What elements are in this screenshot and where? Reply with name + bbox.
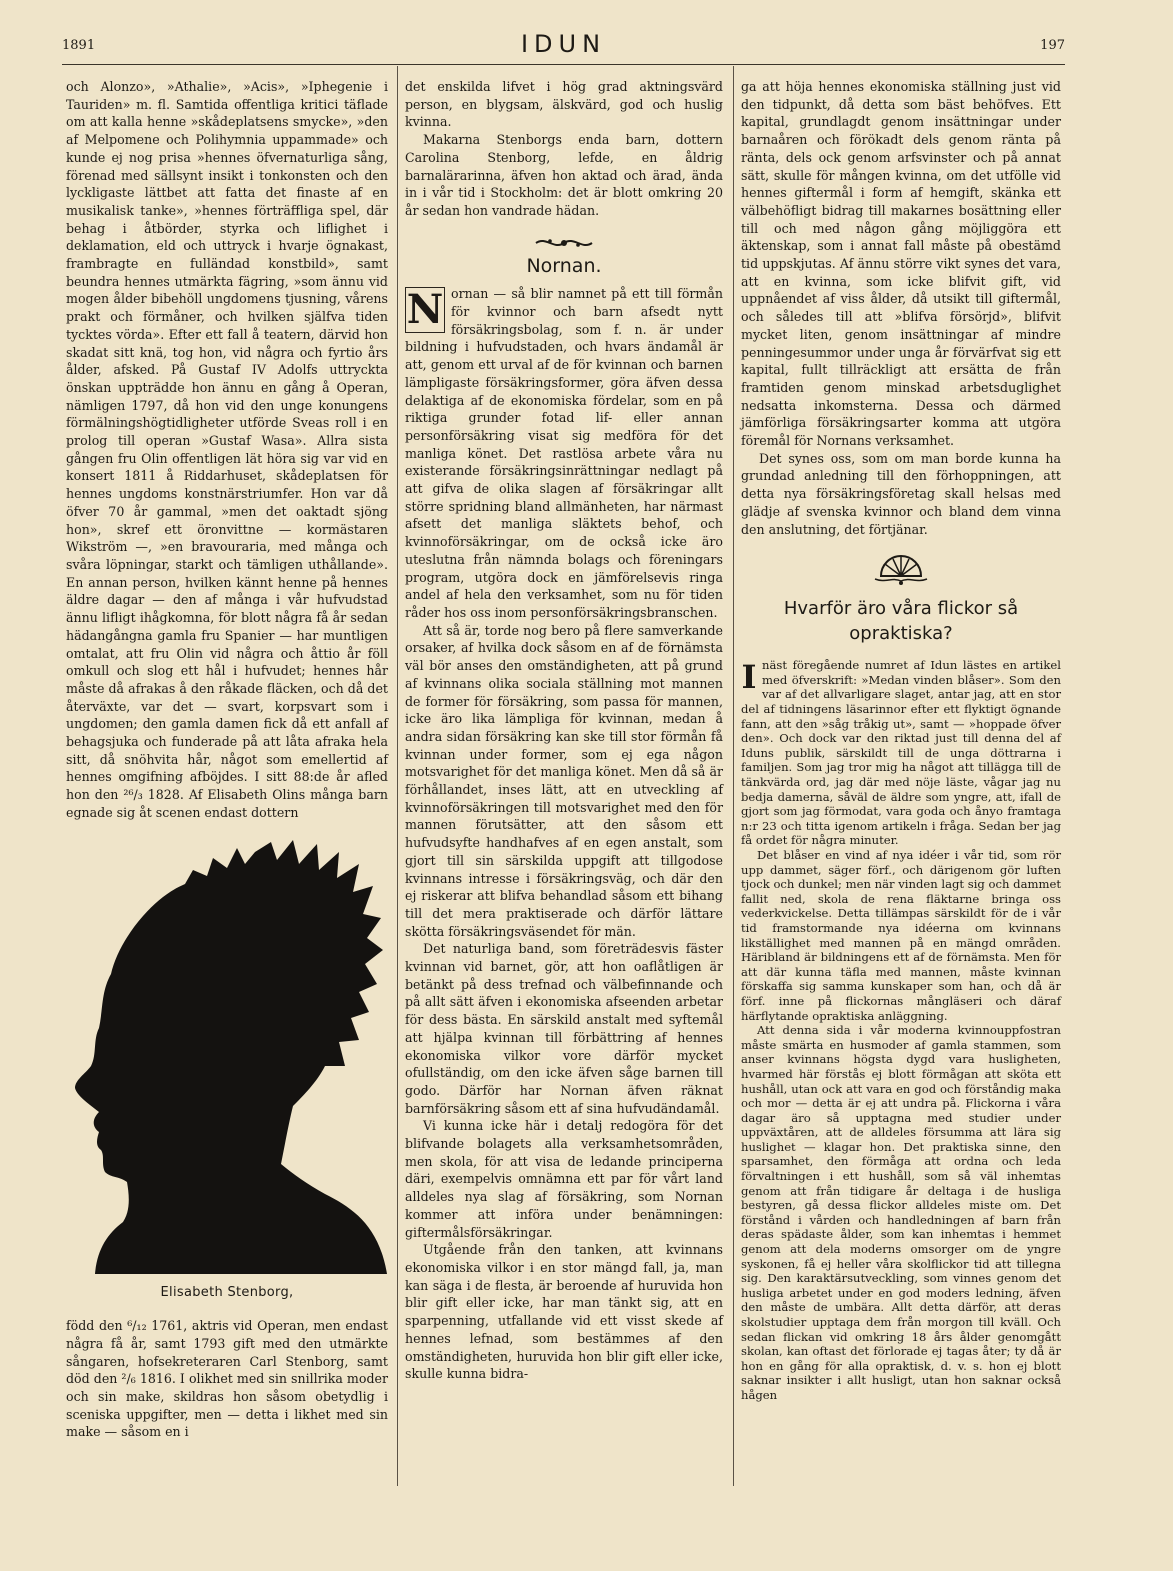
article-title-flickor: Hvarför äro våra flickor så opraktiska? bbox=[783, 598, 1019, 645]
article-title-nornan: Nornan. bbox=[526, 254, 602, 277]
portrait-caption: Elisabeth Stenborg, bbox=[160, 1284, 294, 1300]
column1-paragraph-1: och Alonzo», »Athalie», »Acis», »Iphegenie i Tauriden» m. fl. Samtida offentliga kritici täflade om att kalla henne »skådeplatsens smycke», »den af Melpomene och Polihymnia uppammade» och kunde ej nog prisa »hennes öfvernaturliga sång, förenad med sällsynt insikt i tonkonsten och den lyckligaste lättbet att fatta det finaste af en musikalisk tanke», »hennes förträffliga spel, där behag i åtbörder, styrka och liflighet i deklamation, eld och uttryck i hvarje ögnakast, frambragte en fulländad konstbild», samt beundra hennes utmärkta fägring, »som ännu vid mogen ålder bibehöll ungdomens tjusning, vårens prakt och förmåner, och hvilken själfva tiden tycktes vörda». Efter ett fall å teatern, därvid hon skadat sitt knä, tog hon, vid några och fyrtio års ålder, afsked. På Gustaf IV Adolfs uttryckta önskan uppträdde hon ännu en gång å Operan, nämligen 1797, då hon vid den unge konungens förmälningshögtidligheter utförde Sveas roll i en prolog till operan »Gustaf Wasa». Allra sista gången fru Olin offentligen lät höra sig var vid en konsert 1811 å Riddarhuset, skådeplatsen för hennes ungdoms konstnärstriumfer. Hon var då öfver 70 år gammal, »men det oaktadt sjöng hon», skref ett öronvittne — kormästaren Wikström —, »en bravouraria, med många och svåra löpningar, starkt och tämligen uthållande». En annan person, hvilken kännt henne på hennes äldre dagar — den af många i vår hufvudstad ännu lifligt ihågkomna, för blott några få år sedan hädangångna gamla fru Spanier — har muntligen omtalat, att fru Olin vid några och åttio år föll omkull och slog ett hål i hufvudet; hennes hår måste då afrakas å den råkade fläcken, och då det återväxte, var det — svart, korpsvart som i ungdomen; den gamla damen fick då ett anfall af behagsjuka och funderade på att låta afraka hela sitt, då snöhvita hår, något som emellertid af hennes omgifning afböjdes. I sitt 88:de år afled hon den ²⁶/₃ 1828. Af Elisabeth Olins många barn egnade sig åt scenen endast dottern bbox=[66, 79, 388, 820]
silhouette-portrait-image bbox=[66, 834, 388, 1274]
flickor-article-body bbox=[741, 658, 1061, 1402]
flickor-paragraph-2: Det blåser en vind af nya idéer i vår tid, som rör upp dammet, säger förf., och därigenom gör luften tjock och dunkel; men när vinden lagt sig och dammet fallit ned, skola de rena fläktarne bringa oss vederkvickelse. Detta tillämpas särskildt för de i vår tid framstormande nya idéerna om kvinnans likställighet med mannen på en mängd områden. Häribland är bildningens ett af de förnämsta. Men för att där kunna täfla med mannen, måste kvinnan förskaffa sig samma kunskaper som han, och då är förf. inne på flickornas mångläseri och däraf härflytande opraktiska anläggning. bbox=[741, 848, 1061, 1023]
nornan-paragraph-2: Att så är, torde nog bero på flere samverkande orsaker, af hvilka dock såsom en af de förnämsta väl bör anses den omständigheten, att på grund af kvinnans olika sociala ställning mot mannen de former för försäkring, som passa för mannen, icke äro lika lämpliga för kvinnan, medan å andra sidan försäkring kan ske till stor förmån få kvinnan under former, som ej ega någon motsvarighet för det manliga könet. Men då så är förhållandet, inses lätt, att en utveckling af kvinnoförsäkringen till motsvarighet med den för mannen förutsätter, att den såsom ett hufvudsyfte handhafves af en egen anstalt, som gjort till sin särskilda uppgift att tillgodose kvinnans intresse i försäkringsväg, och där den ej riskerar att blifva behandlad såsom ett bihang till det mera praktiserade och därför lättare skötta försäkringsväsendet för män. bbox=[405, 622, 723, 939]
fan-ornament-icon bbox=[871, 552, 931, 586]
nornan-paragraph-3: Det naturliga band, som företrädesvis fäster kvinnan vid barnet, gör, att hon oaflåtligen är betänkt på dess trefnad och välbefinnande och på allt sätt äfven i ekonomiska afseenden arbetar för dess bästa. En särskild anstalt med syftemål att hjälpa kvinnan till förbättring af hennes ekonomiska vilkor vore därför mycket ofullständig, om den icke äfven såge barnen till godo. Därför har Nornan äfven räknat barnförsäkring såsom ett af sina hufvudändamål. bbox=[405, 941, 723, 1116]
flourish-ornament-icon bbox=[534, 234, 594, 252]
flickor-paragraph-3: Att denna sida i vår moderna kvinnouppfostran måste smärta en husmoder af gamla stammen, som anser kvinnans högsta dygd vara husligheten, hvarmed här förstås ej blott förmågan att sköta ett hushåll, utan ock att vara en god och förståndig maka och mor — detta är ej att undra på. Flickorna i våra dagar äro så upptagna med studier under uppväxtåren, att de alldeles försumma att lära sig huslighet — klagar hon. Det praktiska sinne, den sparsamhet, den förmåga att ordna och leda förvaltningen i ett hushåll, som så väl inhemtas genom att från tidigare år deltaga i de husliga bestyren, gå dessa flickor alldeles miste om. Det förstånd i vården och handledningen af barn från deras spädaste ålder, som kan inhemtas i hemmet genom att dela moderns omsorger om de yngre syskonen, få ej heller våra skolflickor tid att tillegna sig. Den karaktärsutveckling, som vinnes genom det husliga arbetet under en god moders ledning, äfven den måste de umbära. Allt detta därför, att deras skolstudier upptaga dem från morgon till kväll. Och sedan flickan vid omkring 18 års ålder genomgått skolan, kan oftast det förlorade ej tagas åter; ty då är hon en gång för alla opraktisk, d. v. s. hon ej blott saknar insikter i allt husligt, utan hon saknar också hågen bbox=[741, 1023, 1061, 1402]
dropcap-letter-i: I bbox=[741, 658, 757, 697]
column-1 bbox=[66, 78, 388, 1441]
column3-paragraph-1: ga att höja hennes ekonomiska ställning just vid den tidpunkt, då detta som bäst behöfves. Ett kapital, grundlagdt genom insättningar under barnaåren och förökadt dels genom ränta på ränta, dels ock genom arfsvinster och på annat sätt, skulle för mången kvinna, om det utfölle vid hennes giftermål i form af hemgift, skänka ett välbehöfligt bidrag till makarnes bosättning eller till och med någon gång möjliggöra ett äktenskap, som i annat fall måste på obestämd tid uppskjutas. Af ännu större vikt synes det vara, att en kvinna, som icke blifvit gift, vid uppnåendet af viss ålder, då utsikt till giftermål, och således till att »blifva försörjd», blifvit mycket liten, genom insättningar af mindre penningesummor under unga år förvärfvat sig ett kapital, fullt tillräckligt att ersätta de från framtiden genom minskad arbetsduglighet nedsatta inkomsterna. Dessa och därmed jämförliga försäkringsarter komma att utgöra föremål för Nornans verksamhet. bbox=[741, 79, 1061, 449]
running-head bbox=[62, 30, 1065, 65]
column2-paragraph-1: det enskilda lifvet i hög grad aktningsvärd person, en blygsam, älskvärd, god och huslig kvinna. bbox=[405, 79, 723, 130]
flickor-paragraph-1-text: näst föregående numret af Idun lästes en artikel med öfverskrift: »Medan vinden blåser». Som den var af det allvarligare slaget, antar jag, att en stor del af tidningens läsarinnor efter ett flyktigt ögnande fann, att den »såg tråkig ut», samt — »hoppade öfver den». Och dock var den riktad just till denna del af Iduns publik, särskildt till de unga döttrarna i familjen. Som jag tror mig ha något att tillägga till de tänkvärda ord, jag där med nöje läste, vågar jag nu bedja damerna, såväl de äldre som yngre, att, ifall de gjort som jag förmodat, vara goda och ånyo framtaga n:r 23 och titta igenom artikeln i fråga. Sedan ber jag få ordet för några minuter. bbox=[741, 658, 1061, 848]
nornan-paragraph-4: Vi kunna icke här i detalj redogöra för det blifvande bolagets alla verksamhetsområden, men skola, för att visa de ledande principerna däri, exempelvis omnämna ett par för vårt land alldeles nya slag af försäkring, som Nornan kommer att införa under benämningen: giftermålsförsäkringar. bbox=[405, 1118, 723, 1240]
nornan-paragraph-5: Utgående från den tanken, att kvinnans ekonomiska vilkor i en stor mängd fall, ja, man kan säga i de flesta, är beroende af huruvida hon blir gift eller icke, har man tänkt sig, att en sparpenning, utfallande vid ett visst skede af hennes lefnad, som bestämmes af den omständigheten, huruvida hon blir gift eller icke, skulle kunna bidra- bbox=[405, 1242, 723, 1382]
column2-paragraph-2: Makarna Stenborgs enda barn, dottern Carolina Stenborg, lefde, en åldrig barnalärarinna, äfven hon aktad och ärad, ända in i vår tid i Stockholm: det är blott omkring 20 år sedan hon vandrade hädan. bbox=[405, 132, 723, 218]
flickor-paragraph-1 bbox=[741, 658, 1061, 848]
column-divider-2 bbox=[733, 66, 734, 1486]
year-label: 1891 bbox=[62, 38, 96, 53]
nornan-paragraph-1-text: ornan — så blir namnet på ett till förmån för kvinnor och barn afsedt nytt försäkringsbolag, som f. n. är under bildning i hufvudstaden, och hvars ändamål är att, genom ett urval af de för kvinnan och barnen lämpligaste försäkringsformer, göra äfven dessa delaktiga af de ekonomiska fördelar, som en på riktiga grunder fotad lif- eller annan personförsäkring visat sig medföra för det manliga könet. Det rastlösa arbete våra nu existerande försäkringsinrättningar nedlagt på att gifva de olika slagen af försäkringar allt större spridning bland allmänheten, har närmast afsett det manliga släktets behof, och kvinnoförsäkringar, om de också icke äro uteslutna från nämnda bolags och föreningars program, utgöra dock en jämförelsevis ringa andel af hela den verksamhet, som nu för tiden råder hos oss inom personförsäkringsbranschen. bbox=[405, 286, 723, 620]
page-number: 197 bbox=[1040, 38, 1065, 53]
column1-paragraph-2: född den ⁶/₁₂ 1761, aktris vid Operan, men endast några få år, samt 1793 gift med den utmärkte sångaren, hofsekreteraren Carl Stenborg, samt död den ²/₆ 1816. I olikhet med sin snillrika moder och sin make, skildras hon såsom obetydlig i sceniska uppgifter, men — detta i likhet med sin make — såsom en i bbox=[66, 1318, 388, 1440]
nornan-paragraph-1 bbox=[405, 285, 723, 621]
column-2 bbox=[405, 78, 723, 1383]
masthead-title: IDUN bbox=[520, 30, 607, 58]
column3-paragraph-2: Det synes oss, som om man borde kunna ha grundad anledning till den förhoppningen, att detta nya försäkringsföretag skall helsas med glädje af svenska kvinnor och bland dem vinna den anslutning, det förtjänar. bbox=[741, 450, 1061, 537]
column-divider-1 bbox=[397, 66, 398, 1486]
dropcap-letter: N bbox=[406, 286, 444, 334]
column-3 bbox=[741, 78, 1061, 1403]
